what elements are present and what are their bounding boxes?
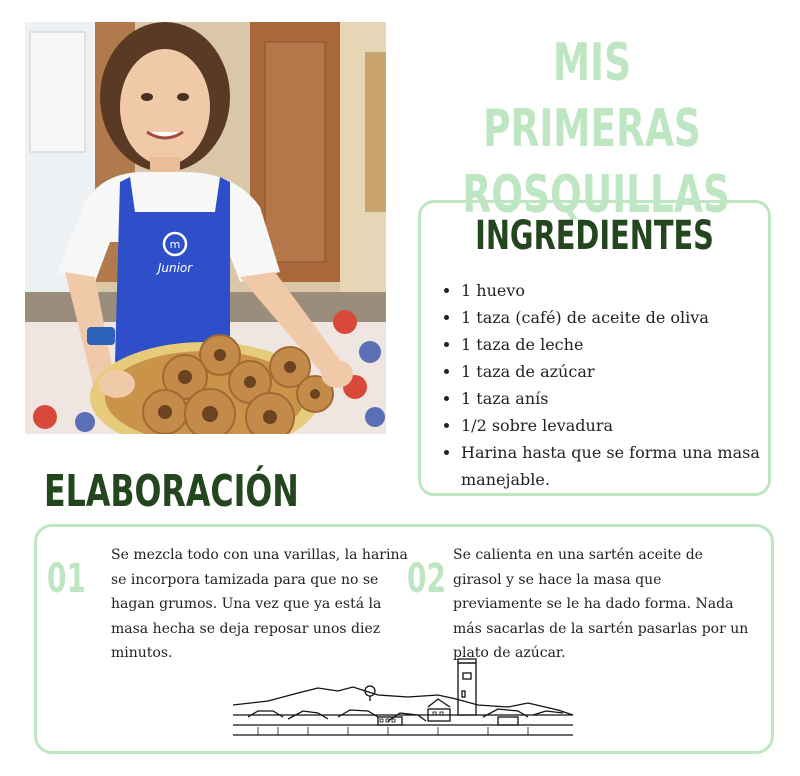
ingredient-item: • Harina hasta que se forma una masa manejable. xyxy=(461,439,781,493)
ingredient-item: • 1 taza (café) de aceite de oliva xyxy=(461,304,781,331)
step-number-2: 02 xyxy=(407,556,446,602)
recipe-title-line1: MIS PRIMERAS xyxy=(483,33,701,159)
step-text-1: Se mezcla todo con una varillas, la harina se incorpora tamizada para que no se hagan grumos. Una vez que ya está la masa hecha se deja reposar unos diez minutos. xyxy=(111,547,408,661)
ingredients-heading: INGREDIENTES xyxy=(475,213,714,259)
town-sketch-illustration xyxy=(228,655,576,740)
ingredients-box xyxy=(418,200,771,496)
ingredient-item: • 1 taza de azúcar xyxy=(461,358,781,385)
ingredient-item: • 1 huevo xyxy=(461,277,781,304)
elaboration-heading: ELABORACIÓN xyxy=(44,466,299,517)
recipe-photo xyxy=(25,22,386,434)
step-number-1: 01 xyxy=(47,556,86,602)
ingredient-item: • 1 taza de leche xyxy=(461,331,781,358)
ingredient-item: • 1/2 sobre levadura xyxy=(461,412,781,439)
recipe-title-line2: ROSQUILLAS xyxy=(462,165,730,225)
svg-text:m: m xyxy=(169,238,181,251)
apron-logo-text: Junior xyxy=(157,261,193,275)
recipe-title xyxy=(462,30,730,228)
ingredient-item: • 1 taza anís xyxy=(461,385,781,412)
step-text-2: Se calienta en una sartén aceite de girasol y se hace la masa que previamente se le ha dado forma. Nada más sacarlas de la sartén pasarlas por un plato de azúcar. xyxy=(453,547,749,661)
ingredients-list xyxy=(441,277,781,493)
